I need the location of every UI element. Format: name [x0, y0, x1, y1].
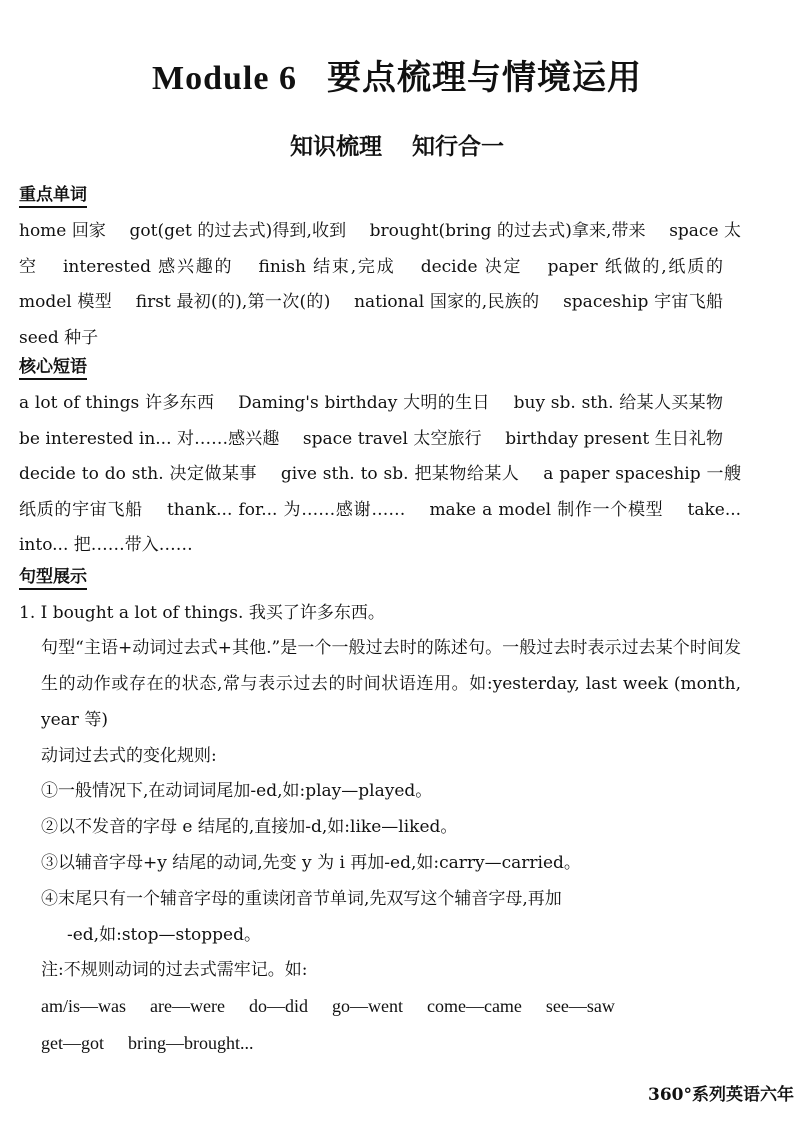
- page-footer: 360°系列英语六年: [648, 1085, 794, 1105]
- vocab-item: spaceship 宇宙飞船: [563, 292, 723, 312]
- phrase-item: a lot of things 许多东西: [19, 393, 215, 413]
- irregular-verb: do—did: [248, 996, 308, 1017]
- subtitle-left: 知识梳理: [290, 133, 382, 160]
- vocab-item: decide 决定: [420, 256, 523, 277]
- rule-2: ②以不发音的字母 e 结尾的,直接加-d,如:like—liked。: [41, 817, 458, 838]
- vocab-item: paper 纸做的,纸质的: [547, 256, 724, 277]
- sentence-1: 1. I bought a lot of things. 我买了许多东西。: [19, 602, 385, 623]
- vocab-item: got(get 的过去式)得到,收到: [129, 221, 347, 241]
- phrases-section: [19, 356, 741, 564]
- vocab-item: home 回家: [19, 221, 107, 241]
- vocab-item: finish 结束,完成: [258, 256, 396, 277]
- sentences-heading: 句型展示: [19, 566, 87, 590]
- irregular-verb: am/is—was: [41, 996, 126, 1017]
- sentences-section: [19, 566, 741, 1063]
- phrases-heading: 核心短语: [19, 356, 87, 380]
- vocab-section: [19, 184, 741, 356]
- vocab-list: [19, 214, 741, 356]
- rule-1: ①一般情况下,在动词词尾加-ed,如:play—played。: [41, 781, 433, 802]
- vocab-item: brought(bring 的过去式)拿来,带来: [369, 221, 646, 241]
- phrase-item: thank... for... 为……感谢……: [166, 499, 406, 520]
- rule-3: ③以辅音字母+y 结尾的动词,先变 y 为 i 再加-ed,如:carry—carried。: [41, 853, 581, 874]
- module-label: Module 6: [152, 60, 297, 97]
- subtitle-right: 知行合一: [412, 133, 504, 160]
- irregular-verb: get—got: [41, 1033, 104, 1054]
- phrase-item: Daming's birthday 大明的生日: [238, 393, 490, 413]
- vocab-item: first 最初(的),第一次(的): [135, 292, 331, 312]
- irregular-note: 注:不规则动词的过去式需牢记。如:: [41, 960, 308, 981]
- rule-4: ④末尾只有一个辅音字母的重读闭音节单词,先双写这个辅音字母,再加: [41, 888, 562, 909]
- phrase-item: birthday present 生日礼物: [505, 428, 724, 449]
- irregular-verb: see—saw: [545, 996, 615, 1017]
- rule-4-continued: -ed,如:stop—stopped。: [67, 924, 261, 945]
- vocab-item: seed 种子: [19, 327, 99, 348]
- phrase-item: take... into... 把……带入……: [19, 499, 742, 555]
- page-title: [0, 50, 794, 99]
- phrase-item: space travel 太空旅行: [302, 428, 482, 449]
- vocab-heading: 重点单词: [19, 184, 87, 208]
- phrase-item: a paper spaceship 一艘纸质的宇宙飞船: [19, 464, 742, 520]
- irregular-verb: go—went: [331, 996, 403, 1017]
- phrase-item: buy sb. sth. 给某人买某物: [513, 393, 723, 413]
- rules-title: 动词过去式的变化规则:: [41, 745, 217, 766]
- sentence-explanation: 句型“主语+动词过去式+其他.”是一个一般过去时的陈述句。一般过去时表示过去某个时间发生的动作或存在的状态,常与表示过去的时间状语连用。如:yesterday, last week (month, year 等): [41, 638, 741, 730]
- irregular-verbs-row-2: [19, 1026, 741, 1063]
- phrases-list: [19, 386, 741, 564]
- irregular-verbs-row-1: [19, 989, 741, 1026]
- phrase-item: be interested in... 对……感兴趣: [19, 428, 280, 449]
- vocab-item: interested 感兴趣的: [63, 256, 234, 277]
- phrase-item: make a model 制作一个模型: [429, 499, 664, 520]
- phrase-item: decide to do sth. 决定做某事: [19, 464, 257, 484]
- vocab-item: national 国家的,民族的: [354, 292, 540, 312]
- module-topic: 要点梳理与情境运用: [326, 58, 642, 98]
- content-body: [19, 184, 741, 1063]
- phrase-item: give sth. to sb. 把某物给某人: [280, 464, 520, 484]
- section-subtitle: [0, 128, 794, 161]
- irregular-verb: come—came: [426, 996, 522, 1017]
- irregular-verb: are—were: [150, 996, 225, 1017]
- irregular-verb: bring—brought...: [128, 1033, 254, 1054]
- vocab-item: model 模型: [19, 292, 113, 312]
- vocab-item: space 太空: [19, 221, 741, 277]
